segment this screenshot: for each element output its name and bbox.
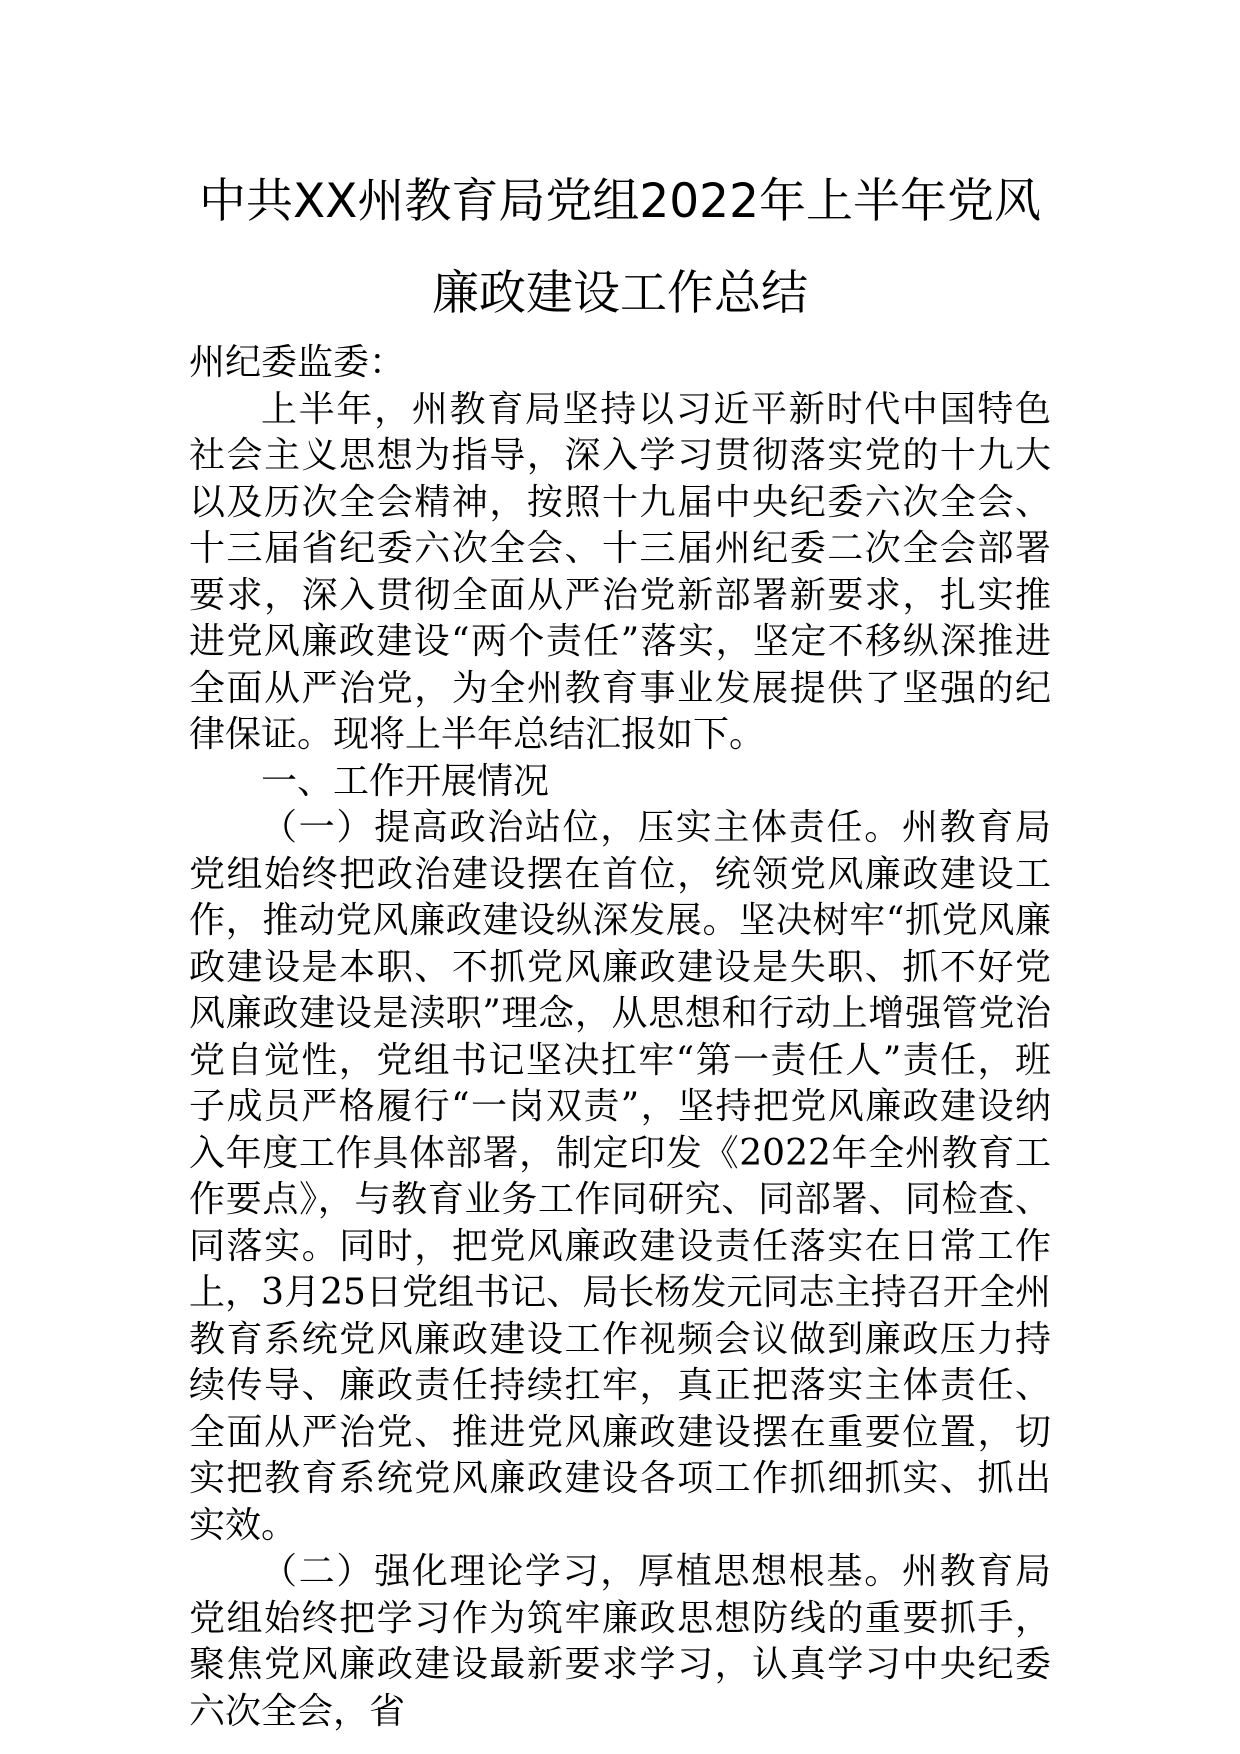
section-heading: 一、工作开展情况 <box>261 760 550 802</box>
intro-paragraph: 上半年，州教育局坚持以习近平新时代中国特色社会主义思想为指导，深入学习贯彻落实党的十九大以及历次全会精神，按照十九届中央纪委六次全会、十三届省纪委六次全会、十三届州纪委二次全会部署要求，深入贯彻全面从严治党新部署新要求，扎实推进党风廉政建设“两个责任”落实，坚定不移纵深推进全面从严治党，为全州教育事业发展提供了坚强的纪律保证。现将上半年总结汇报如下。 <box>189 388 1051 755</box>
document-body <box>189 340 1051 1735</box>
document-title-line-1: 中共XX州教育局党组2022年上半年党风 <box>198 174 1041 229</box>
salutation: 州纪委监委： <box>189 342 406 383</box>
subsection-paragraph-2: （二）强化理论学习，厚植思想根基。州教育局党组始终把学习作为筑牢廉政思想防线的重要抓手，聚焦党风廉政建设最新要求学习，认真学习中央纪委六次全会，省 <box>189 1551 1051 1732</box>
document-title-line-2: 廉政建设工作总结 <box>432 266 808 321</box>
subsection-paragraph-1: （一）提高政治站位，压实主体责任。州教育局党组始终把政治建设摆在首位，统领党风廉政建设工作，推动党风廉政建设纵深发展。坚决树牢“抓党风廉政建设是本职、不抓党风廉政建设是失职、抓不好党风廉政建设是渎职”理念，从思想和行动上增强管党治党自觉性，党组书记坚决扛牢“第一责任人”责任，班子成员严格履行“一岗双责”，坚持把党风廉政建设纳入年度工作具体部署，制定印发《2022年全州教育工作要点》，与教育业务工作同研究、同部署、同检查、同落实。同时，把党风廉政建设责任落实在日常工作上，3月25日党组书记、局长杨发元同志主持召开全州教育系统党风廉政建设工作视频会议做到廉政压力持续传导、廉政责任持续扛牢，真正把落实主体责任、全面从严治党、推进党风廉政建设摆在重要位置，切实把教育系统党风廉政建设各项工作抓细抓实、抓出实效。 <box>189 807 1051 1546</box>
